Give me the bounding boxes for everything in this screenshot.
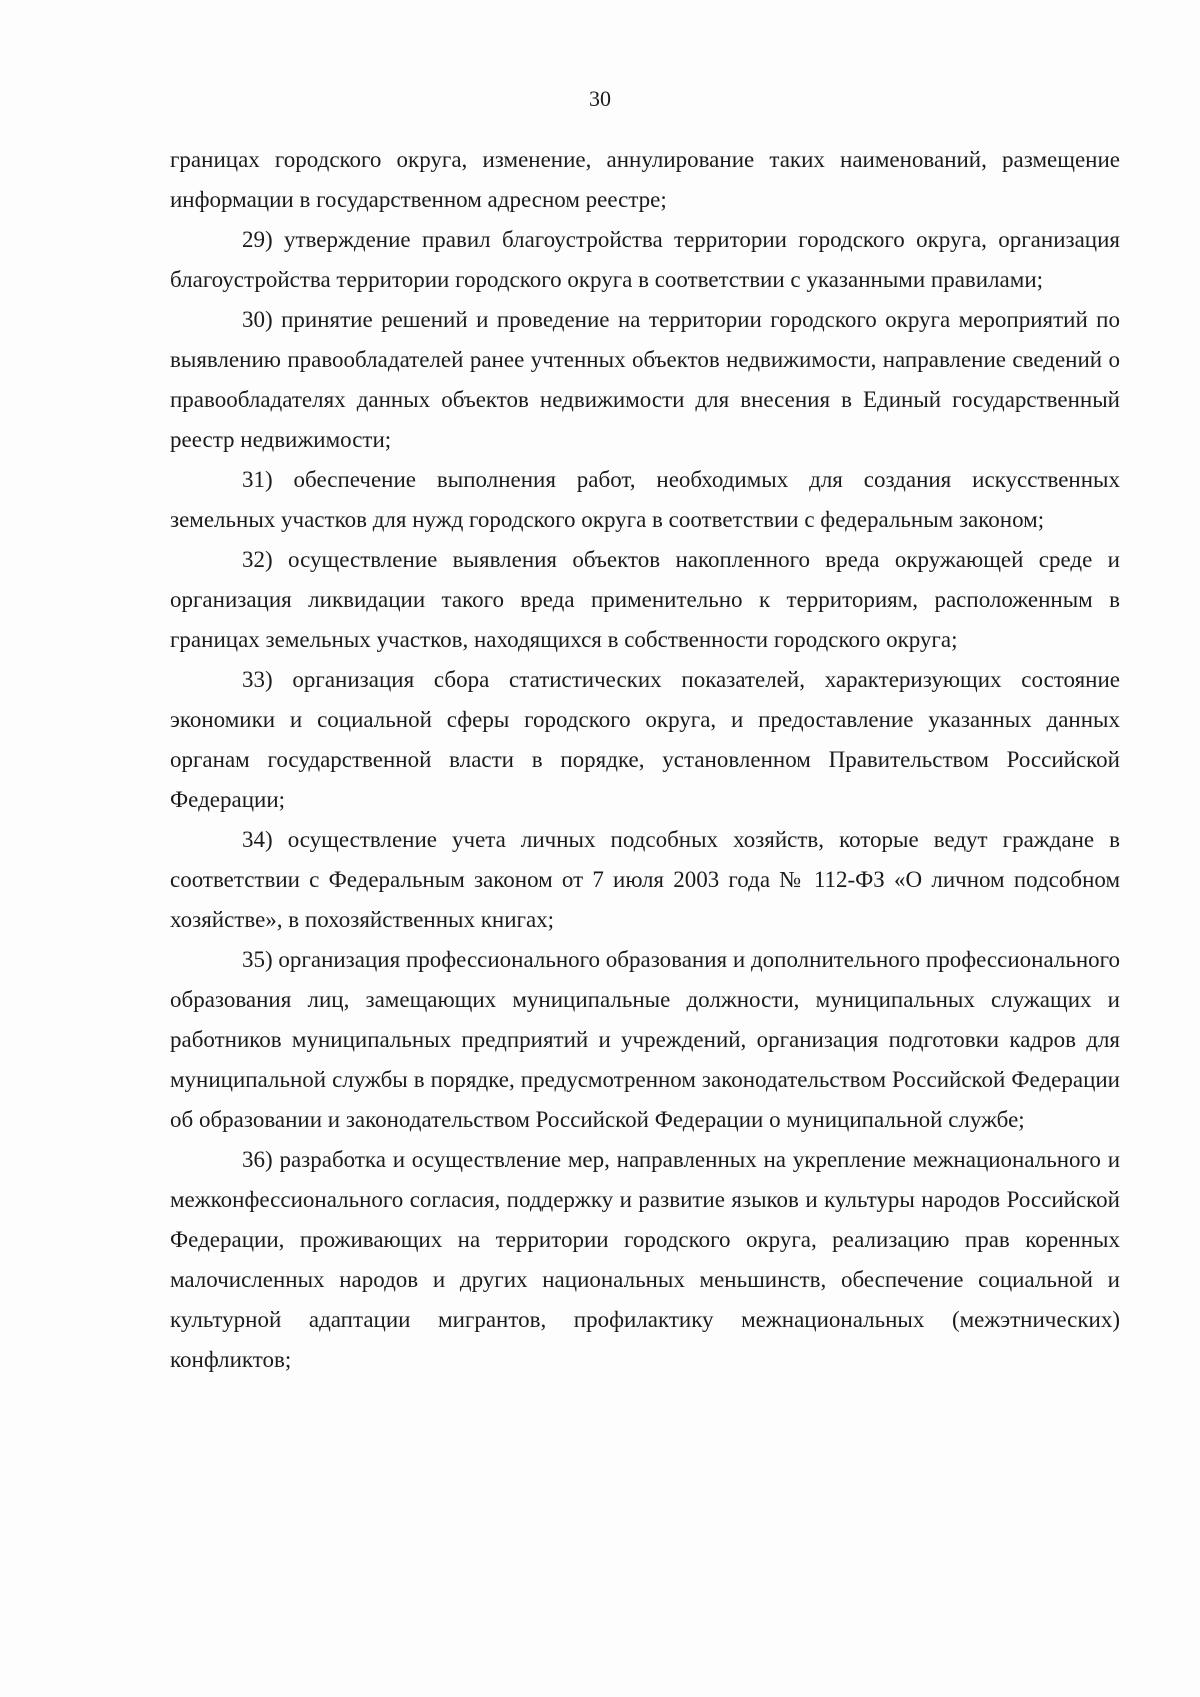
paragraph-item-33: 33) организация сбора статистических показателей, характеризующих состояние экономики и социальной сферы городского округа, и предоставление указанных данных органам государственной власти в порядке, установленном Правительством Российской Федерации; [170, 667, 1120, 812]
page-number: 30 [589, 86, 611, 111]
body-text [170, 140, 1120, 1380]
paragraph-continuation: границах городского округа, изменение, аннулирование таких наименований, размещение информации в государственном адресном реестре; [170, 147, 1120, 212]
paragraph-item-35: 35) организация профессионального образования и дополнительного профессионального образования лиц, замещающих муниципальные должности, муниципальных служащих и работников муниципальных предприятий и учреждений, организация подготовки кадров для муниципальной службы в порядке, предусмотренном законодательством Российской Федерации об образовании и законодательством Российской Федерации о муниципальной службе; [170, 947, 1120, 1132]
paragraph-item-34: 34) осуществление учета личных подсобных хозяйств, которые ведут граждане в соответствии с Федеральным законом от 7 июля 2003 года № 112-ФЗ «О личном подсобном хозяйстве», в похозяйственных книгах; [170, 827, 1120, 932]
paragraph-item-30: 30) принятие решений и проведение на территории городского округа мероприятий по выявлению правообладателей ранее учтенных объектов недвижимости, направление сведений о правообладателях данных объектов недвижимости для внесения в Единый государственный реестр недвижимости; [170, 307, 1120, 452]
paragraph-item-36: 36) разработка и осуществление мер, направленных на укрепление межнационального и межконфессионального согласия, поддержку и развитие языков и культуры народов Российской Федерации, проживающих на территории городского округа, реализацию прав коренных малочисленных народов и других национальных меньшинств, обеспечение социальной и культурной адаптации мигрантов, профилактику межнациональных (межэтнических) конфликтов; [170, 1147, 1120, 1372]
paragraph-item-32: 32) осуществление выявления объектов накопленного вреда окружающей среде и организация ликвидации такого вреда применительно к территориям, расположенным в границах земельных участков, находящихся в собственности городского округа; [170, 547, 1120, 652]
paragraph-item-29: 29) утверждение правил благоустройства территории городского округа, организация благоустройства территории городского округа в соответствии с указанными правилами; [170, 227, 1120, 292]
paragraph-item-31: 31) обеспечение выполнения работ, необходимых для создания искусственных земельных участков для нужд городского округа в соответствии с федеральным законом; [170, 467, 1120, 532]
